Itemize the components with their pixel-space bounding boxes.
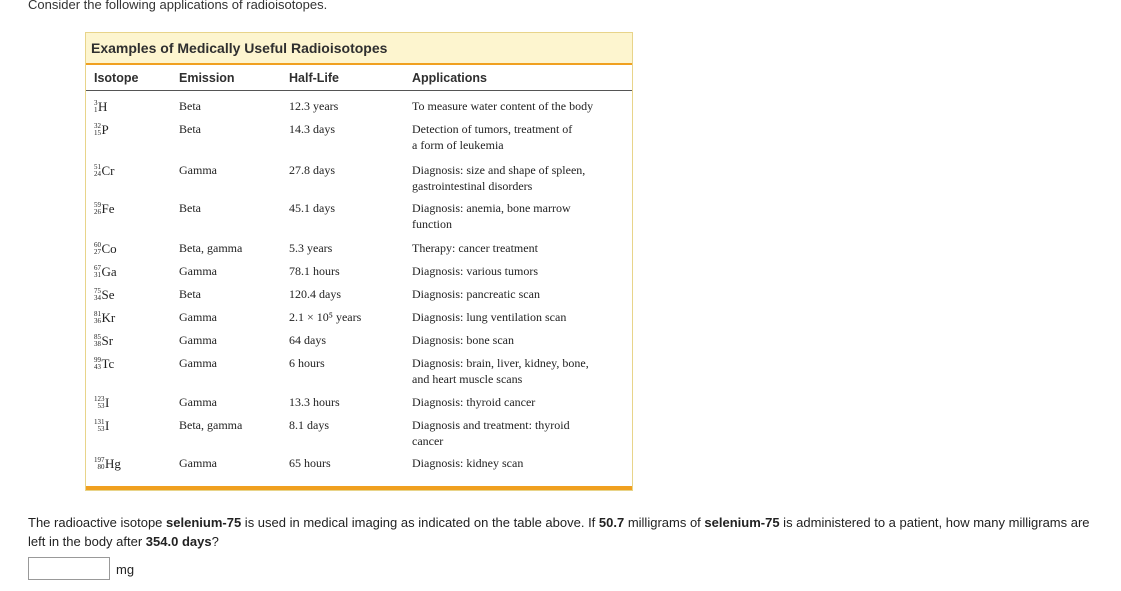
applications-cell	[412, 286, 627, 302]
question-part: is administered to a patient, how many milligrams are left in the body after	[28, 515, 1090, 549]
atomic-number: 15	[94, 129, 101, 138]
emission-cell: Beta, gamma	[179, 241, 243, 255]
isotope-symbol	[94, 121, 109, 138]
atomic-number: 43	[94, 363, 101, 372]
element-symbol: Sr	[101, 333, 114, 349]
isotope-symbol	[94, 332, 113, 349]
radioisotope-table	[85, 32, 633, 491]
applications-line: Diagnosis: lung ventilation scan	[412, 310, 567, 324]
applications-cell	[412, 417, 627, 449]
question-part: ?	[211, 534, 219, 549]
half-life-cell: 2.1 × 10⁵ years	[289, 310, 362, 324]
applications-line: and heart muscle scans	[412, 372, 523, 386]
applications-line: Diagnosis: brain, liver, kidney, bone,	[412, 356, 589, 370]
mass-number: 51	[94, 163, 101, 172]
half-life-cell: 6 hours	[289, 356, 325, 370]
half-life-cell: 64 days	[289, 333, 326, 347]
mass-number: 32	[94, 122, 101, 131]
table-bottom-bar	[86, 486, 632, 490]
applications-line: Diagnosis: anemia, bone marrow	[412, 201, 571, 215]
applications-line: Detection of tumors, treatment of	[412, 122, 573, 136]
emission-cell: Gamma	[179, 163, 217, 177]
header-isotope: Isotope	[94, 71, 139, 85]
applications-line: Diagnosis and treatment: thyroid	[412, 418, 570, 432]
applications-line: Diagnosis: thyroid cancer	[412, 395, 536, 409]
half-life-cell: 120.4 days	[289, 287, 341, 301]
element-symbol: Kr	[101, 310, 116, 326]
atomic-number: 53	[97, 425, 105, 434]
half-life-cell: 27.8 days	[289, 163, 335, 177]
question-elapsed-time: 354.0 days	[145, 534, 212, 549]
mass-number: 3	[94, 99, 98, 108]
atomic-number: 34	[94, 294, 101, 303]
question-part: is used in medical imaging as indicated on the table above. If	[241, 515, 599, 530]
mass-number: 131	[94, 418, 105, 427]
mass-number: 67	[94, 264, 101, 273]
atomic-number: 27	[94, 248, 101, 257]
applications-line: Diagnosis: bone scan	[412, 333, 514, 347]
isotope-symbol	[94, 417, 109, 434]
emission-cell: Gamma	[179, 456, 217, 470]
applications-line: cancer	[412, 434, 444, 448]
emission-cell: Gamma	[179, 264, 217, 278]
atomic-number: 26	[94, 208, 101, 217]
atomic-number: 1	[94, 106, 98, 115]
isotope-symbol	[94, 162, 115, 179]
applications-cell	[412, 355, 627, 387]
mass-number: 60	[94, 241, 101, 250]
atomic-number: 53	[97, 402, 105, 411]
applications-line: gastrointestinal disorders	[412, 179, 533, 193]
applications-cell	[412, 455, 627, 471]
mass-number: 85	[94, 333, 101, 342]
applications-cell	[412, 200, 627, 232]
half-life-cell: 8.1 days	[289, 418, 329, 432]
header-applications: Applications	[412, 71, 488, 85]
applications-cell	[412, 394, 627, 410]
isotope-symbol	[94, 200, 115, 217]
applications-line: Diagnosis: various tumors	[412, 264, 538, 278]
half-life-cell: 14.3 days	[289, 122, 335, 136]
element-symbol: Se	[101, 287, 115, 303]
mass-number: 75	[94, 287, 101, 296]
isotope-symbol	[94, 98, 107, 115]
applications-line: Diagnosis: kidney scan	[412, 456, 524, 470]
emission-cell: Gamma	[179, 356, 217, 370]
applications-line: Diagnosis: size and shape of spleen,	[412, 163, 586, 177]
question-part: milligrams of	[624, 515, 705, 530]
element-symbol: Tc	[101, 356, 115, 372]
half-life-cell: 5.3 years	[289, 241, 333, 255]
applications-line: Diagnosis: pancreatic scan	[412, 287, 540, 301]
element-symbol: Fe	[101, 201, 115, 217]
applications-line: Therapy: cancer treatment	[412, 241, 538, 255]
mass-number: 123	[94, 395, 105, 404]
element-symbol: Cr	[101, 163, 115, 179]
atomic-number: 80	[97, 463, 105, 472]
header-emission: Emission	[179, 71, 235, 85]
question-isotope: selenium-75	[166, 515, 242, 530]
emission-cell: Beta	[179, 287, 201, 301]
isotope-symbol	[94, 394, 109, 411]
header-half-life: Half-Life	[289, 71, 339, 85]
applications-cell	[412, 309, 627, 325]
element-symbol: Ga	[101, 264, 117, 280]
half-life-cell: 65 hours	[289, 456, 331, 470]
applications-cell	[412, 263, 627, 279]
isotope-symbol	[94, 455, 121, 472]
mass-number: 81	[94, 310, 101, 319]
question-isotope: selenium-75	[704, 515, 780, 530]
element-symbol: Hg	[105, 456, 121, 472]
isotope-symbol	[94, 286, 115, 303]
emission-cell: Gamma	[179, 395, 217, 409]
question-initial-mass: 50.7	[598, 515, 625, 530]
applications-cell	[412, 332, 627, 348]
applications-cell	[412, 121, 627, 153]
applications-line: a form of leukemia	[412, 138, 504, 152]
isotope-symbol	[94, 263, 117, 280]
applications-cell	[412, 240, 627, 256]
answer-input[interactable]	[28, 557, 110, 580]
mass-number: 197	[94, 456, 105, 465]
mass-number: 99	[94, 356, 101, 365]
isotope-symbol	[94, 309, 115, 326]
emission-cell: Beta, gamma	[179, 418, 243, 432]
emission-cell: Beta	[179, 99, 201, 113]
question-text	[28, 513, 1098, 551]
element-symbol: I	[105, 395, 110, 411]
atomic-number: 31	[94, 271, 101, 280]
half-life-cell: 45.1 days	[289, 201, 335, 215]
intro-text: Consider the following applications of radioisotopes.	[28, 0, 328, 12]
element-symbol: Co	[101, 241, 117, 257]
atomic-number: 36	[94, 317, 101, 326]
applications-line: function	[412, 217, 452, 231]
table-title: Examples of Medically Useful Radioisotopes	[86, 33, 632, 65]
mass-number: 59	[94, 201, 101, 210]
atomic-number: 38	[94, 340, 101, 349]
emission-cell: Beta	[179, 122, 201, 136]
question-part: The radioactive isotope	[28, 515, 167, 530]
applications-cell	[412, 98, 627, 114]
atomic-number: 24	[94, 170, 101, 179]
element-symbol: P	[101, 122, 109, 138]
applications-line: To measure water content of the body	[412, 99, 594, 113]
half-life-cell: 13.3 hours	[289, 395, 340, 409]
table-header	[86, 65, 632, 91]
isotope-symbol	[94, 240, 117, 257]
emission-cell: Gamma	[179, 310, 217, 324]
applications-cell	[412, 162, 627, 194]
half-life-cell: 78.1 hours	[289, 264, 340, 278]
element-symbol: I	[105, 418, 110, 434]
emission-cell: Beta	[179, 201, 201, 215]
answer-unit: mg	[116, 562, 135, 577]
emission-cell: Gamma	[179, 333, 217, 347]
half-life-cell: 12.3 years	[289, 99, 339, 113]
element-symbol: H	[98, 99, 108, 115]
isotope-symbol	[94, 355, 114, 372]
